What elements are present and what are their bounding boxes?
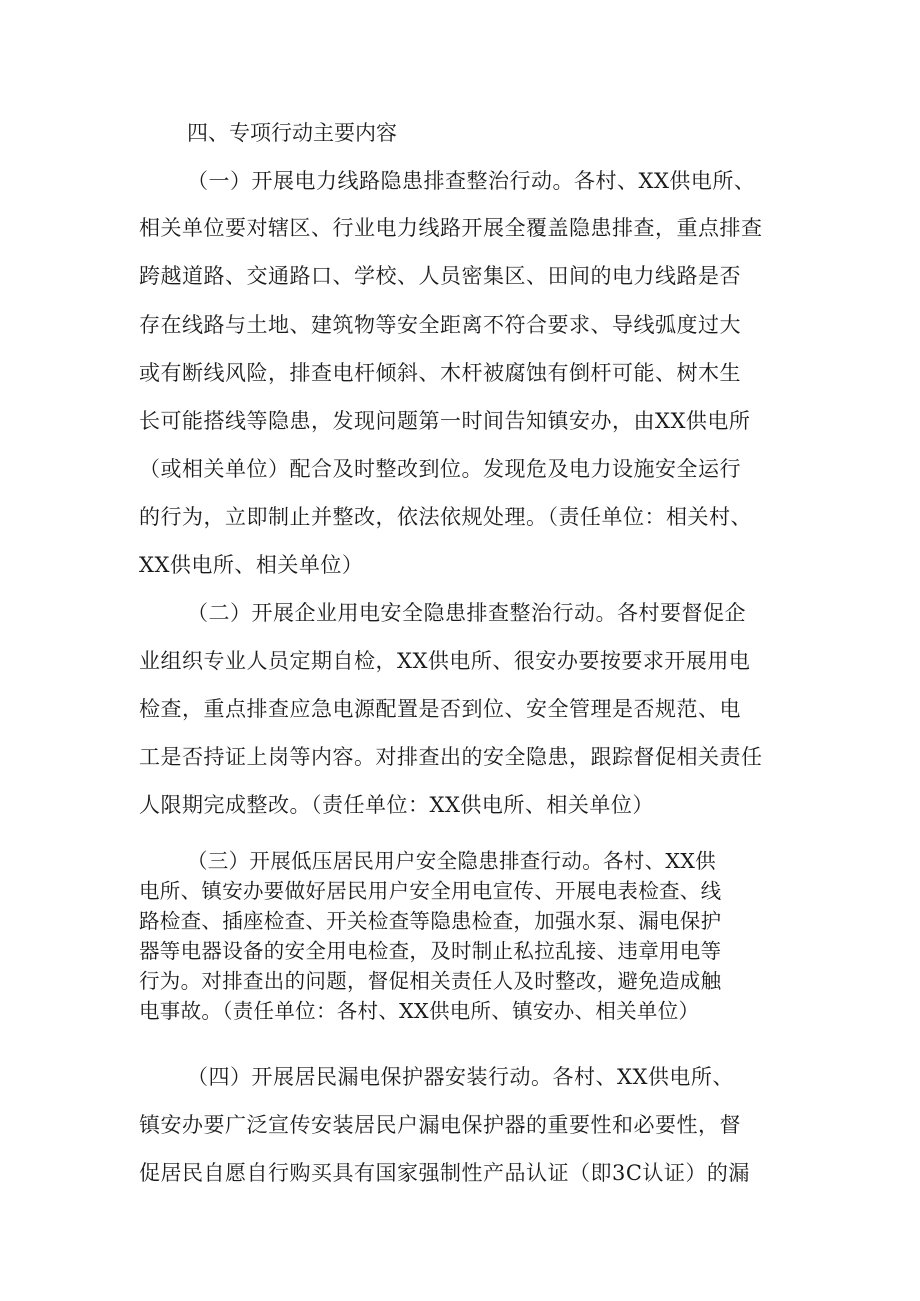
paragraph-line: 长可能搭线等隐患，发现问题第一时间告知镇安办，由XX供电所	[139, 409, 751, 433]
paragraph-line: 或有断线风险，排查电杆倾斜、木杆被腐蚀有倒杆可能、树木生	[139, 361, 741, 385]
paragraph-line: 检查，重点排查应急电源配置是否到位、安全管理是否规范、电	[139, 697, 741, 721]
paragraph-line: 相关单位要对辖区、行业电力线路开展全覆盖隐患排查，重点排查	[139, 216, 763, 240]
paragraph-line: 跨越道路、交通路口、学校、人员密集区、田间的电力线路是否	[139, 264, 741, 288]
paragraph-line: 电事故。（责任单位：各村、XX供电所、镇安办、相关单位）	[139, 999, 700, 1023]
paragraph-line: （一）开展电力线路隐患排查整治行动。各村、XX供电所、	[187, 169, 756, 193]
paragraph-line: XX供电所、相关单位）	[139, 553, 364, 577]
paragraph-line: 促居民自愿自行购买具有国家强制性产品认证（即3C认证）的漏	[139, 1161, 750, 1185]
paragraph-line: 电所、镇安办要做好居民用户安全用电宣传、开展电表检查、线	[139, 879, 722, 903]
paragraph-line: （四）开展居民漏电保护器安装行动。各村、XX供电所、	[187, 1065, 734, 1089]
paragraph-line: 镇安办要广泛宣传安装居民户漏电保护器的重要性和必要性，督	[139, 1113, 741, 1137]
paragraph-line: （三）开展低压居民用户安全隐患排查行动。各村、XX供	[187, 849, 716, 873]
section-heading: 四、专项行动主要内容	[187, 121, 397, 145]
paragraph-line: （或相关单位）配合及时整改到位。发现危及电力设施安全运行	[139, 457, 741, 481]
paragraph-line: （二）开展企业用电安全隐患排查整治行动。各村要督促企	[187, 601, 746, 625]
paragraph-line: 行为。对排查出的问题，督促相关责任人及时整改，避免造成触	[139, 969, 722, 993]
paragraph-line: 工是否持证上岗等内容。对排查出的安全隐患，跟踪督促相关责任	[139, 745, 763, 769]
paragraph-line: 的行为，立即制止并整改，依法依规处理。（责任单位：相关村、	[139, 505, 752, 529]
paragraph-line: 存在线路与土地、建筑物等安全距离不符合要求、导线弧度过大	[139, 313, 741, 337]
paragraph-line: 人限期完成整改。（责任单位：XX供电所、相关单位）	[139, 793, 654, 817]
paragraph-line: 路检查、插座检查、开关检查等隐患检查，加强水泵、漏电保护	[139, 909, 722, 933]
paragraph-line: 器等电器设备的安全用电检查，及时制止私拉乱接、违章用电等	[139, 939, 722, 963]
paragraph-line: 业组织专业人员定期自检，XX供电所、很安办要按要求开展用电	[139, 649, 751, 673]
